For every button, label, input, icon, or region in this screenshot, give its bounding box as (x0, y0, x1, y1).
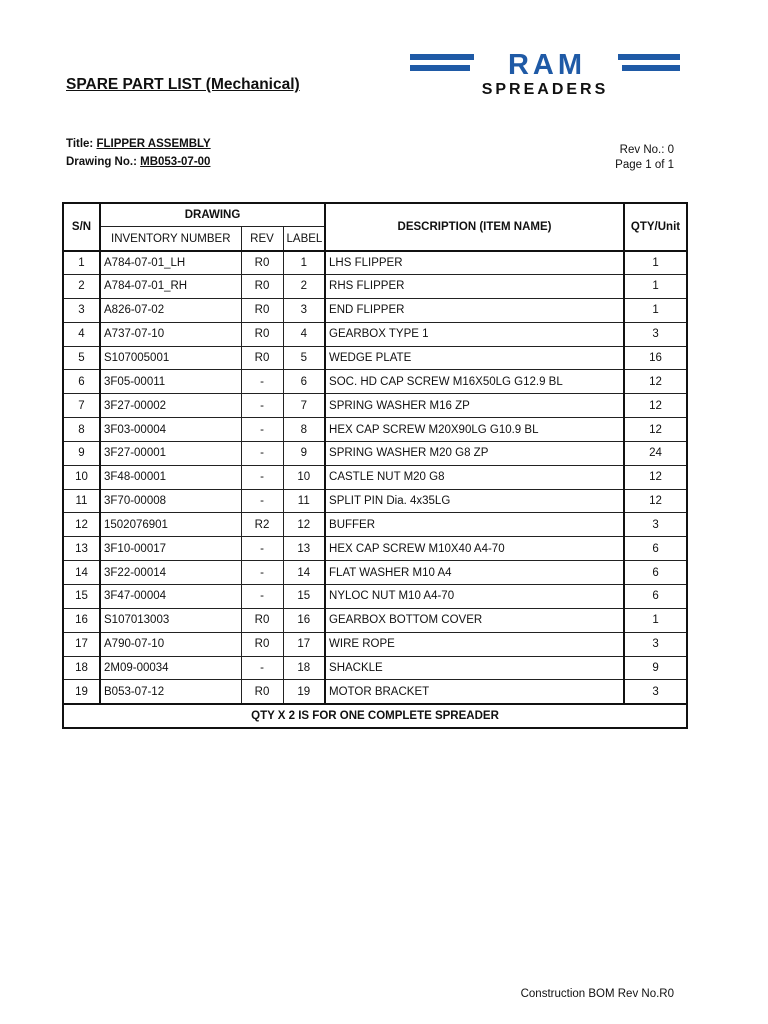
cell-inventory-number: 1502076901 (100, 513, 241, 537)
cell-qty: 9 (624, 656, 687, 680)
spare-part-table (62, 202, 688, 729)
cell-description: SOC. HD CAP SCREW M16X50LG G12.9 BL (325, 370, 624, 394)
cell-rev: R0 (241, 251, 283, 275)
cell-qty: 12 (624, 465, 687, 489)
document-title: SPARE PART LIST (Mechanical) (66, 76, 300, 93)
cell-description: RHS FLIPPER (325, 275, 624, 299)
table-row (63, 561, 687, 585)
cell-description: NYLOC NUT M10 A4-70 (325, 585, 624, 609)
cell-sn: 6 (63, 370, 100, 394)
cell-qty: 12 (624, 418, 687, 442)
cell-rev: R0 (241, 298, 283, 322)
cell-description: CASTLE NUT M20 G8 (325, 465, 624, 489)
cell-rev: - (241, 418, 283, 442)
col-rev-header: REV (241, 227, 283, 251)
cell-sn: 16 (63, 608, 100, 632)
cell-rev: - (241, 394, 283, 418)
cell-description: SPRING WASHER M16 ZP (325, 394, 624, 418)
page-number: Page 1 of 1 (615, 159, 674, 171)
cell-qty: 16 (624, 346, 687, 370)
cell-qty: 3 (624, 632, 687, 656)
cell-label: 13 (283, 537, 325, 561)
cell-inventory-number: 3F03-00004 (100, 418, 241, 442)
cell-label: 12 (283, 513, 325, 537)
table-row (63, 322, 687, 346)
cell-rev: R0 (241, 275, 283, 299)
cell-qty: 3 (624, 513, 687, 537)
table-row (63, 608, 687, 632)
table-row (63, 275, 687, 299)
cell-qty: 1 (624, 298, 687, 322)
drawing-label: Drawing No.: (66, 156, 137, 168)
cell-rev: R0 (241, 346, 283, 370)
cell-rev: R0 (241, 632, 283, 656)
cell-description: SHACKLE (325, 656, 624, 680)
drawing-line (66, 153, 211, 171)
cell-qty: 3 (624, 322, 687, 346)
table-row (63, 465, 687, 489)
cell-sn: 2 (63, 275, 100, 299)
cell-rev: R0 (241, 322, 283, 346)
col-drawing-header: DRAWING (100, 203, 325, 227)
cell-label: 10 (283, 465, 325, 489)
cell-inventory-number: A784-07-01_RH (100, 275, 241, 299)
logo-text-spreaders: SPREADERS (481, 81, 609, 96)
cell-description: SPRING WASHER M20 G8 ZP (325, 441, 624, 465)
cell-qty: 1 (624, 251, 687, 275)
cell-inventory-number: A790-07-10 (100, 632, 241, 656)
cell-sn: 5 (63, 346, 100, 370)
cell-qty: 12 (624, 370, 687, 394)
construction-bom-note: Construction BOM Rev No.R0 (520, 988, 674, 1000)
cell-label: 11 (283, 489, 325, 513)
cell-inventory-number: 3F48-00001 (100, 465, 241, 489)
cell-qty: 24 (624, 441, 687, 465)
cell-label: 1 (283, 251, 325, 275)
cell-sn: 13 (63, 537, 100, 561)
cell-qty: 6 (624, 561, 687, 585)
col-qty-header: QTY/Unit (624, 203, 687, 251)
cell-description: WIRE ROPE (325, 632, 624, 656)
cell-inventory-number: 3F05-00011 (100, 370, 241, 394)
cell-inventory-number: B053-07-12 (100, 680, 241, 704)
table-row (63, 394, 687, 418)
cell-sn: 15 (63, 585, 100, 609)
cell-description: BUFFER (325, 513, 624, 537)
cell-rev: R0 (241, 608, 283, 632)
table-row (63, 346, 687, 370)
table-row (63, 489, 687, 513)
cell-label: 9 (283, 441, 325, 465)
cell-sn: 14 (63, 561, 100, 585)
cell-inventory-number: 3F10-00017 (100, 537, 241, 561)
cell-rev: - (241, 656, 283, 680)
cell-qty: 12 (624, 489, 687, 513)
col-label-header: LABEL (283, 227, 325, 251)
cell-inventory-number: A784-07-01_LH (100, 251, 241, 275)
rev-no: Rev No.: 0 (619, 144, 674, 156)
cell-description: WEDGE PLATE (325, 346, 624, 370)
cell-label: 6 (283, 370, 325, 394)
drawing-value: MB053-07-00 (140, 156, 211, 168)
cell-label: 3 (283, 298, 325, 322)
cell-description: HEX CAP SCREW M20X90LG G10.9 BL (325, 418, 624, 442)
cell-sn: 9 (63, 441, 100, 465)
table-row (63, 537, 687, 561)
title-line (66, 135, 211, 153)
cell-label: 2 (283, 275, 325, 299)
table-footer-note: QTY X 2 IS FOR ONE COMPLETE SPREADER (63, 704, 687, 728)
cell-rev: - (241, 441, 283, 465)
cell-rev: R0 (241, 680, 283, 704)
cell-description: HEX CAP SCREW M10X40 A4-70 (325, 537, 624, 561)
cell-description: LHS FLIPPER (325, 251, 624, 275)
table-row (63, 680, 687, 704)
cell-label: 17 (283, 632, 325, 656)
meta-left (66, 135, 211, 171)
table-row (63, 585, 687, 609)
cell-description: FLAT WASHER M10 A4 (325, 561, 624, 585)
table-row (63, 418, 687, 442)
cell-inventory-number: A826-07-02 (100, 298, 241, 322)
cell-rev: - (241, 465, 283, 489)
col-inventory-header: INVENTORY NUMBER (100, 227, 241, 251)
cell-qty: 12 (624, 394, 687, 418)
cell-sn: 4 (63, 322, 100, 346)
cell-inventory-number: 3F27-00002 (100, 394, 241, 418)
cell-rev: - (241, 370, 283, 394)
table-row (63, 632, 687, 656)
title-label: Title: (66, 138, 94, 150)
meta-right (615, 143, 674, 173)
cell-qty: 3 (624, 680, 687, 704)
cell-description: SPLIT PIN Dia. 4x35LG (325, 489, 624, 513)
cell-label: 14 (283, 561, 325, 585)
cell-sn: 18 (63, 656, 100, 680)
cell-inventory-number: A737-07-10 (100, 322, 241, 346)
cell-label: 19 (283, 680, 325, 704)
cell-inventory-number: 3F47-00004 (100, 585, 241, 609)
cell-qty: 6 (624, 537, 687, 561)
cell-sn: 7 (63, 394, 100, 418)
cell-rev: - (241, 489, 283, 513)
cell-label: 15 (283, 585, 325, 609)
cell-rev: - (241, 537, 283, 561)
cell-description: GEARBOX TYPE 1 (325, 322, 624, 346)
table-row (63, 513, 687, 537)
cell-sn: 10 (63, 465, 100, 489)
col-description-header: DESCRIPTION (ITEM NAME) (325, 203, 624, 251)
title-value: FLIPPER ASSEMBLY (96, 138, 211, 150)
cell-inventory-number: 2M09-00034 (100, 656, 241, 680)
table-row (63, 656, 687, 680)
table-row (63, 441, 687, 465)
cell-rev: - (241, 561, 283, 585)
cell-description: MOTOR BRACKET (325, 680, 624, 704)
cell-sn: 11 (63, 489, 100, 513)
cell-label: 16 (283, 608, 325, 632)
cell-inventory-number: S107013003 (100, 608, 241, 632)
cell-inventory-number: S107005001 (100, 346, 241, 370)
cell-qty: 6 (624, 585, 687, 609)
cell-sn: 1 (63, 251, 100, 275)
cell-label: 5 (283, 346, 325, 370)
cell-description: GEARBOX BOTTOM COVER (325, 608, 624, 632)
cell-sn: 17 (63, 632, 100, 656)
table-row (63, 370, 687, 394)
table-row (63, 251, 687, 275)
cell-label: 7 (283, 394, 325, 418)
cell-sn: 8 (63, 418, 100, 442)
col-sn-header: S/N (63, 203, 100, 251)
cell-rev: - (241, 585, 283, 609)
cell-qty: 1 (624, 275, 687, 299)
table-row (63, 298, 687, 322)
cell-description: END FLIPPER (325, 298, 624, 322)
cell-label: 8 (283, 418, 325, 442)
cell-inventory-number: 3F27-00001 (100, 441, 241, 465)
ram-spreaders-logo (410, 48, 680, 96)
cell-label: 18 (283, 656, 325, 680)
cell-label: 4 (283, 322, 325, 346)
cell-qty: 1 (624, 608, 687, 632)
cell-rev: R2 (241, 513, 283, 537)
logo-text-ram: RAM (507, 49, 587, 81)
cell-inventory-number: 3F70-00008 (100, 489, 241, 513)
cell-inventory-number: 3F22-00014 (100, 561, 241, 585)
cell-sn: 19 (63, 680, 100, 704)
cell-sn: 12 (63, 513, 100, 537)
cell-sn: 3 (63, 298, 100, 322)
